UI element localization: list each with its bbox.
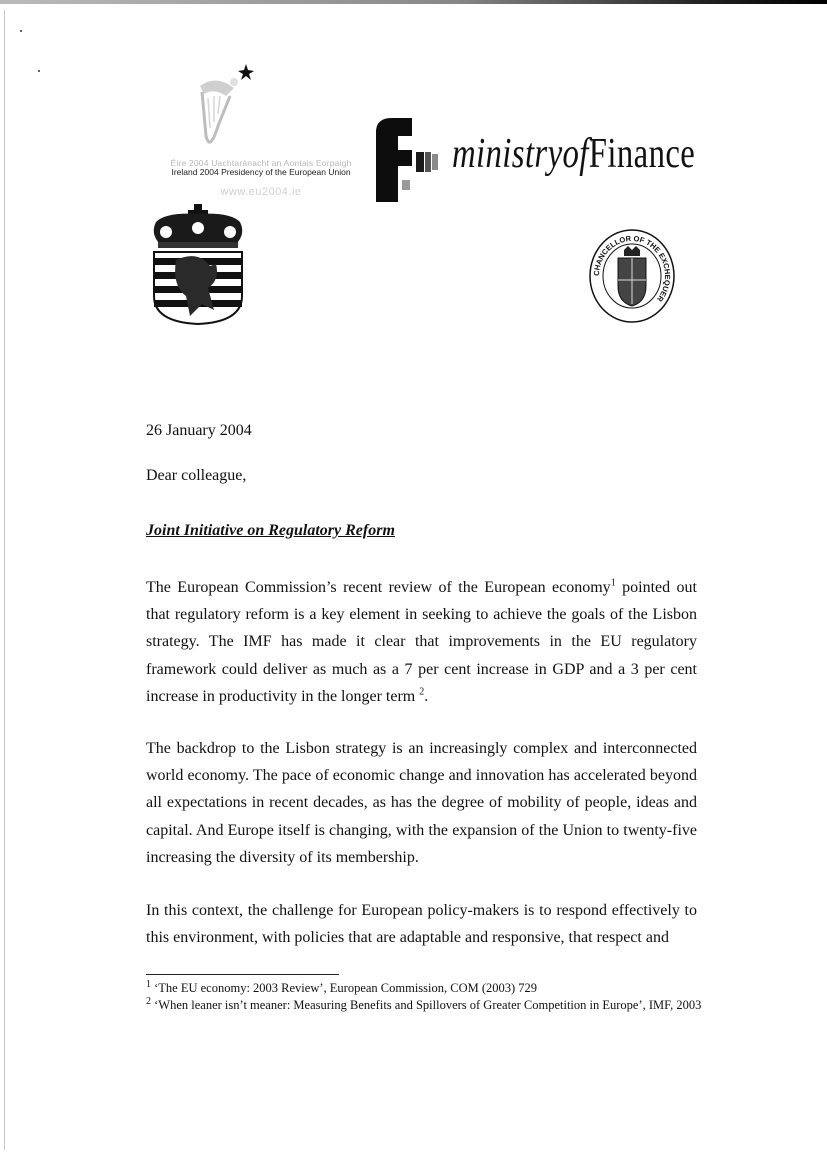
scan-speck — [20, 30, 22, 32]
footnote-divider — [146, 974, 339, 975]
presidency-english-label: Ireland 2004 Presidency of the European Union — [171, 167, 351, 177]
exchequer-seal-icon — [588, 228, 676, 324]
footnote-ref-2: 2 — [419, 686, 425, 698]
ministry-f-logo-icon — [372, 116, 440, 202]
footnote-2 — [146, 995, 706, 1014]
footnote-2-mark: 2 — [146, 995, 151, 1007]
wordmark-finance: Finance — [588, 131, 696, 177]
paragraph-1-part-b: pointed out that regulatory reform is a key element in seeking to achieve the goals of the Lisbon strategy. The IMF has made it clear that improvements in the EU regulatory framework could deliver as much as a 7 per cent increase in GDP and a 3 per cent increase in productivity in the longer term — [146, 579, 697, 705]
paragraph-3: In this context, the challenge for European policy-makers is to respond effectively to this environment, with policies that are adaptable and responsive, that respect and — [146, 902, 697, 947]
scan-edge-top — [0, 0, 827, 4]
footnote-1-text: ‘The EU economy: 2003 Review’, European Commission, COM (2003) 729 — [151, 981, 538, 995]
scan-edge-left — [4, 10, 5, 1150]
paragraph-2: The backdrop to the Lisbon strategy is an increasingly complex and interconnected world economy. The pace of economic change and innovation has accelerated beyond all expectations in recent decades, as has the degree of mobility of people, ideas and capital. And Europe itself is changing, with the expansion of the Union to twenty-five increasing the diversity of its membership. — [146, 740, 697, 866]
paragraph-1-part-a: The European Commission’s recent review of the European economy — [146, 579, 611, 596]
letter-date: 26 January 2004 — [146, 422, 252, 439]
presidency-irish-label: Éire 2004 Uachtaránacht an Aontais Eorpaigh — [170, 158, 352, 168]
paragraph-1 — [146, 574, 697, 710]
coat-of-arms-icon — [146, 200, 250, 326]
footnote-1-mark: 1 — [146, 978, 151, 990]
seal-ring-text: CHANCELLOR OF THE EXCHEQUER — [591, 233, 673, 304]
footnote-1 — [146, 978, 706, 997]
subject-heading: Joint Initiative on Regulatory Reform — [146, 522, 395, 539]
footnote-ref-1: 1 — [610, 577, 616, 589]
harp-logo-icon — [176, 56, 266, 156]
wordmark-ministry: ministry — [452, 131, 563, 177]
wordmark-of: of — [562, 131, 589, 177]
scan-speck — [38, 70, 40, 72]
ministry-of-finance-wordmark — [452, 130, 695, 178]
footnote-2-text: ‘When leaner isn’t meaner: Measuring Benefits and Spillovers of Greater Competition in Europe’, IMF, 2003 — [151, 998, 702, 1012]
paragraph-1-part-c: . — [424, 687, 429, 705]
presidency-url-label: www.eu2004.ie — [220, 186, 302, 198]
salutation: Dear colleague, — [146, 467, 247, 484]
